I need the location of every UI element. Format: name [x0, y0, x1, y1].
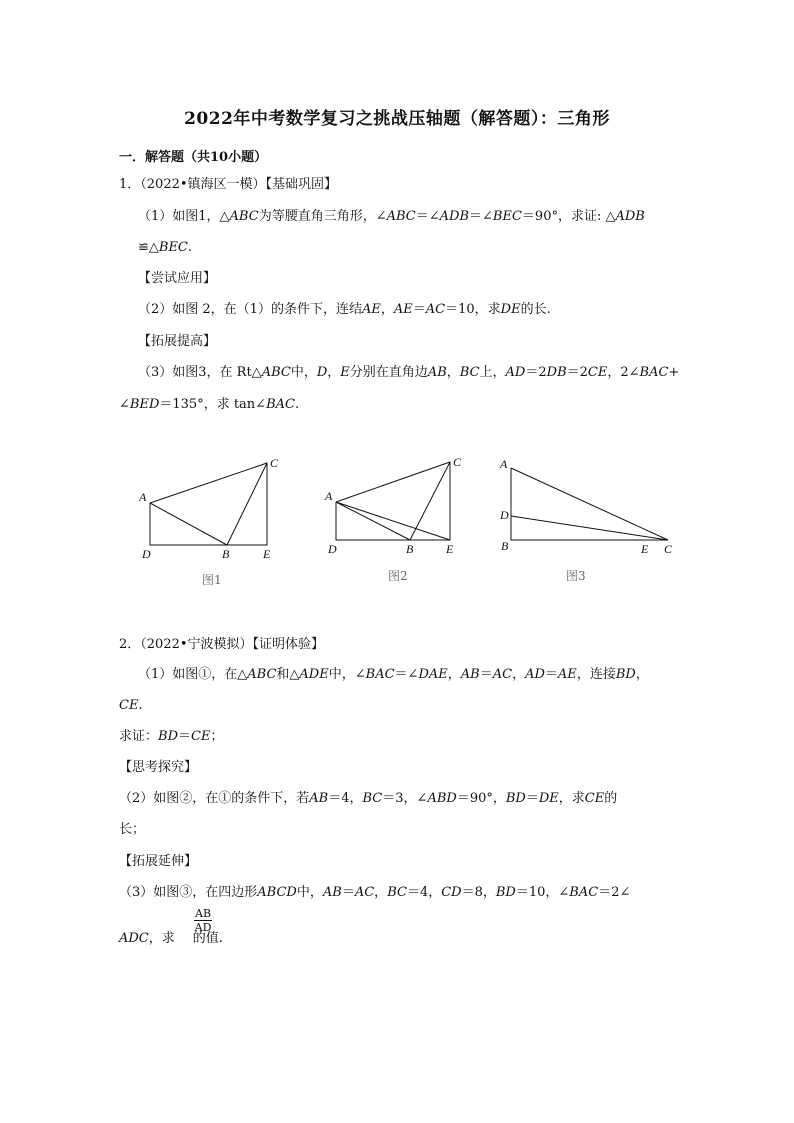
fig2-outline — [336, 462, 450, 540]
fraction-ab-over-ad — [194, 907, 212, 934]
page-title: 2022年中考数学复习之挑战压轴题（解答题）：三角形 — [184, 109, 610, 129]
q2-part3-line1: （3）如图③，在四边形ABCD中，AB＝AC，BC＝4，CD＝8，BD＝10，∠BAC＝2∠ — [119, 885, 631, 900]
fig2-label-c: C — [453, 455, 462, 469]
fig2-label-a: A — [325, 489, 333, 503]
fig1-label-a: A — [139, 490, 147, 504]
fig1-label-e: E — [263, 547, 271, 561]
fig2-label-b: B — [406, 542, 414, 556]
q1-heading-try: 【尝试应用】 — [138, 271, 217, 286]
fig1-label-c: C — [270, 456, 279, 470]
q2-part3-line2: ADC，求 的值. — [119, 931, 223, 946]
figure-1 — [150, 463, 267, 545]
q1-part3-line1: （3）如图3，在 Rt△ABC中，D，E分别在直角边AB，BC上，AD＝2DB＝2CE，2∠BAC+ — [138, 365, 680, 380]
fig3-line-dc — [511, 516, 668, 540]
q1-header: 1．（2022•镇海区一模）【基础巩固】 — [119, 177, 338, 192]
fig1-line-bc — [227, 463, 267, 545]
fig2-label-e: E — [446, 542, 454, 556]
fig3-label-c: C — [664, 542, 673, 556]
fig3-caption: 图3 — [566, 569, 586, 583]
fig1-label-d: D — [142, 547, 151, 561]
q1-part2: （2）如图 2，在（1）的条件下，连结AE，AE＝AC＝10，求DE的长. — [138, 302, 551, 317]
q2-heading-extend: 【拓展延伸】 — [119, 854, 198, 869]
fig3-label-e: E — [641, 542, 649, 556]
fig2-caption: 图2 — [388, 569, 408, 583]
q2-part1-line1: （1）如图①，在△ABC和△ADE中，∠BAC＝∠DAE，AB＝AC，AD＝AE，连接BD， — [138, 667, 649, 682]
q2-heading-think: 【思考探究】 — [119, 760, 198, 775]
q2-prove-line: 求证：BD＝CE； — [119, 729, 224, 744]
fig3-label-a: A — [500, 457, 508, 471]
q1-part3-line2: ∠BED＝135°，求 tan∠BAC. — [119, 397, 300, 412]
q2-part1-line2: CE. — [119, 698, 143, 713]
q2-part2-line2: 长； — [119, 822, 146, 837]
fig3-label-b: B — [501, 539, 509, 553]
fig2-line-ae — [336, 502, 450, 540]
q1-part1-line2: ≌△BEC. — [138, 240, 193, 255]
fig2-line-ab — [336, 502, 410, 540]
fig1-caption: 图1 — [202, 573, 222, 587]
fig3-label-d: D — [500, 508, 509, 522]
section-heading: 一．解答题（共10小题） — [119, 150, 268, 165]
q1-heading-extend: 【拓展提高】 — [138, 334, 217, 349]
q2-part2-line1: （2）如图②，在①的条件下，若AB＝4，BC＝3，∠ABD＝90°，BD＝DE，求CE的 — [119, 791, 618, 806]
fraction-numerator: AB — [195, 907, 212, 920]
fig2-label-d: D — [328, 542, 337, 556]
fig3-outline — [511, 468, 668, 540]
q1-part1-line1: （1）如图1，△ABC为等腰直角三角形，∠ABC＝∠ADB＝∠BEC＝90°，求证: △ADB — [138, 209, 645, 224]
fig1-outline — [150, 463, 267, 545]
fig1-line-ab — [150, 503, 227, 545]
figure-2 — [336, 462, 450, 540]
fig1-label-b: B — [222, 547, 230, 561]
fraction-denominator: AD — [194, 921, 212, 934]
q2-header: 2．（2022•宁波模拟）【证明体验】 — [119, 637, 325, 652]
figure-3 — [511, 468, 668, 540]
